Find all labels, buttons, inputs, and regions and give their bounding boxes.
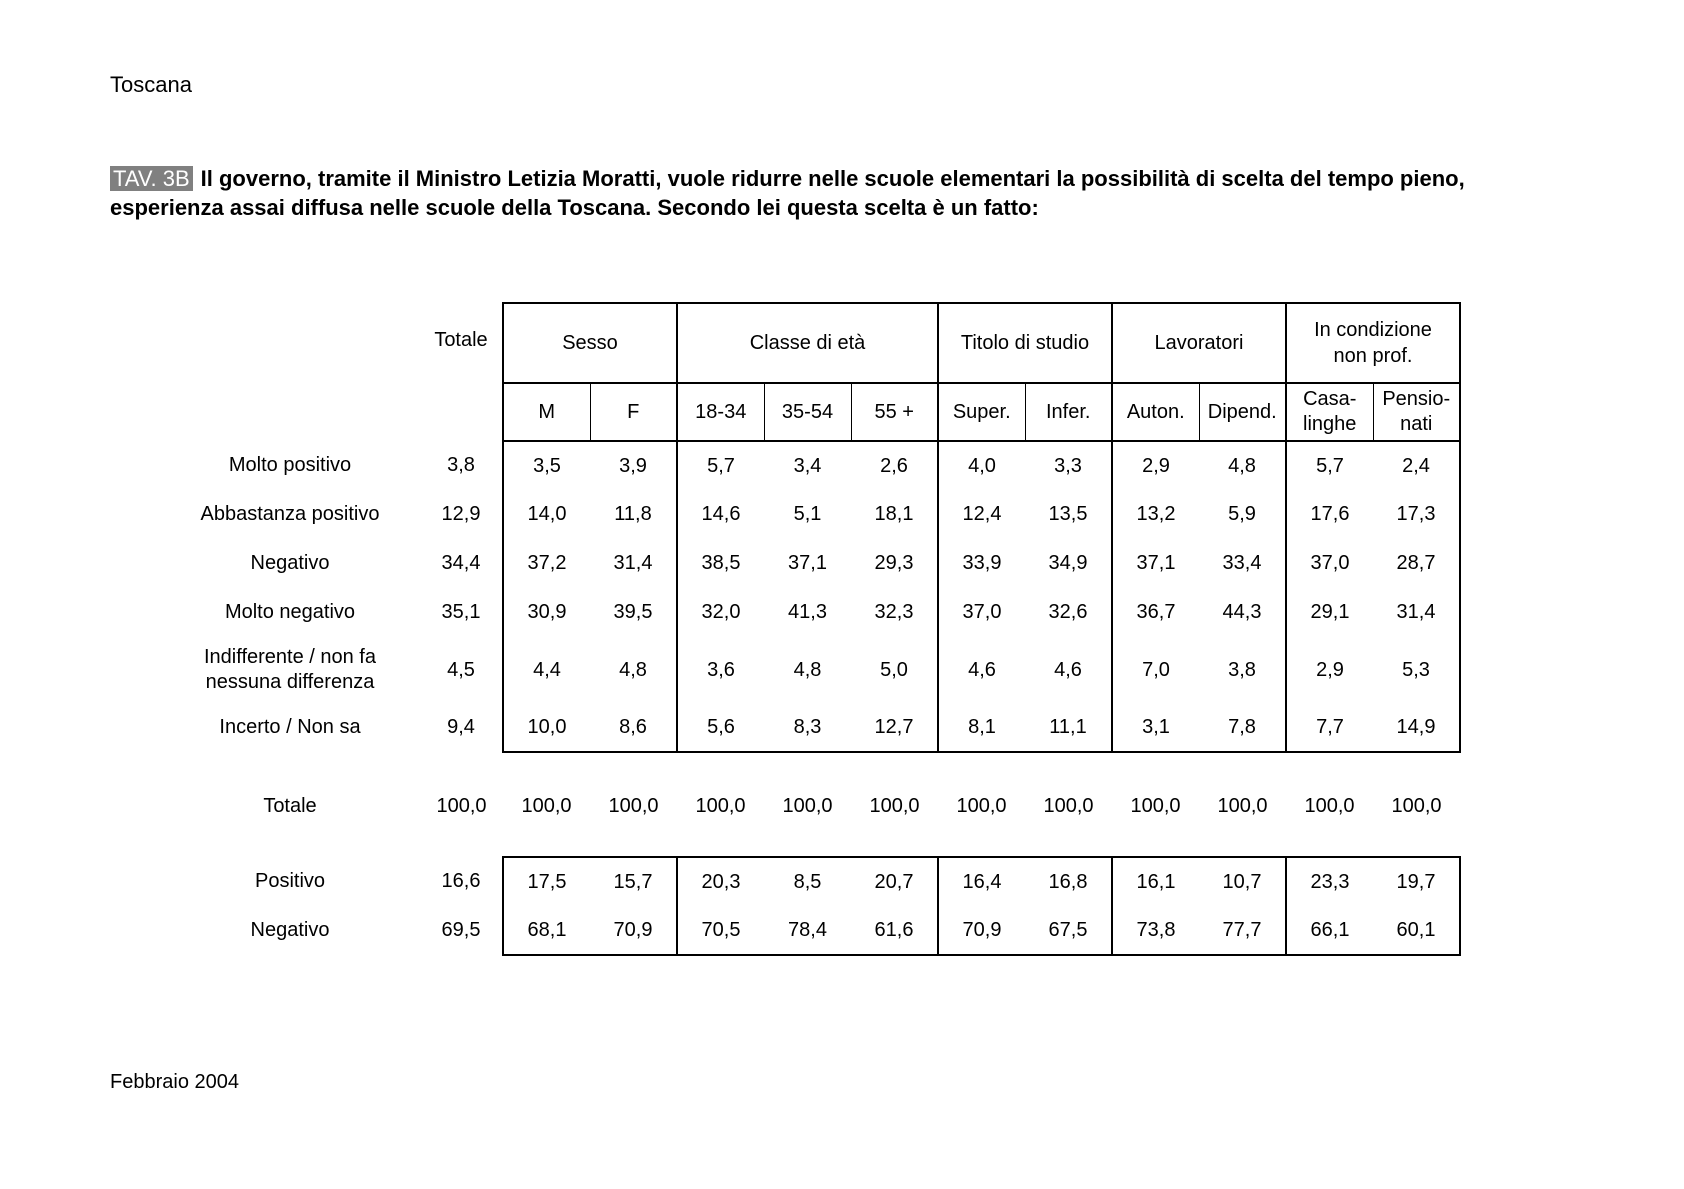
- sub-infer: Infer.: [1025, 383, 1112, 441]
- header-total: Totale: [434, 329, 488, 351]
- cell: 44,3: [1222, 601, 1262, 623]
- sub-casalinghe: [1286, 383, 1373, 441]
- cell: 18,1: [874, 503, 914, 525]
- cell: 8,5: [764, 857, 851, 906]
- cell: 3,3: [1054, 454, 1082, 477]
- cell: 100,0: [869, 794, 920, 817]
- tav-label: TAV. 3B: [110, 166, 193, 191]
- cell-total: 9,4: [447, 716, 475, 738]
- cell: 29,3: [874, 552, 914, 574]
- cell: 12,7: [851, 703, 938, 752]
- cell-total: 16,6: [441, 870, 481, 892]
- row-label: Positivo: [254, 870, 326, 892]
- cell: 8,1: [938, 703, 1025, 752]
- cell: 3,5: [503, 441, 590, 490]
- cell: 100,0: [956, 794, 1007, 817]
- sub-18-34: 18-34: [677, 383, 764, 441]
- group-lavoratori: Lavoratori: [1112, 303, 1286, 383]
- cell: 20,3: [677, 857, 764, 906]
- summary-row: [160, 906, 1460, 955]
- cell: 4,4: [503, 637, 590, 703]
- cell: 5,7: [1286, 441, 1373, 490]
- cell: 7,7: [1286, 703, 1373, 752]
- cell-total: 69,5: [441, 919, 481, 941]
- summary-row: [160, 857, 1460, 906]
- cell: 29,1: [1286, 588, 1373, 637]
- cell: 2,6: [880, 454, 908, 477]
- sub-dipend: Dipend.: [1199, 383, 1286, 441]
- cell: 32,3: [874, 601, 914, 623]
- cell: 4,6: [1054, 658, 1082, 681]
- cell: 73,8: [1112, 906, 1199, 955]
- cell: 3,1: [1112, 703, 1199, 752]
- header-row-groups: [160, 303, 1460, 383]
- group-studio: Titolo di studio: [938, 303, 1112, 383]
- cell: 16,8: [1025, 857, 1112, 906]
- corner-cell-2: [160, 383, 420, 441]
- row-label: [160, 637, 420, 703]
- cell: 5,7: [677, 441, 764, 490]
- row-label: Negativo: [250, 552, 330, 574]
- row-label: Incerto / Non sa: [219, 716, 361, 738]
- row-label: Negativo: [250, 919, 330, 941]
- group-condizione: [1286, 303, 1460, 383]
- cell: 38,5: [677, 539, 764, 588]
- cell: 37,1: [788, 552, 827, 574]
- sub-pensionati-line1: Pensio-: [1382, 388, 1451, 410]
- cell: 60,1: [1373, 906, 1460, 955]
- table-title: [110, 164, 1490, 222]
- cell: 37,1: [1112, 539, 1199, 588]
- sub-casalinghe-line2: linghe: [1303, 413, 1357, 435]
- cell: 41,3: [788, 601, 827, 623]
- cell: 32,6: [1048, 601, 1088, 623]
- cell: 37,0: [1286, 539, 1373, 588]
- cell: 16,1: [1112, 857, 1199, 906]
- cell: 5,1: [793, 503, 822, 525]
- cell: 5,9: [1228, 503, 1256, 525]
- cell: 2,9: [1112, 441, 1199, 490]
- cell: 17,6: [1286, 490, 1373, 539]
- cell: 37,2: [503, 539, 590, 588]
- corner-cell: [160, 303, 420, 383]
- cell: 7,0: [1112, 637, 1199, 703]
- header-row-subgroups: [160, 383, 1460, 441]
- sub-f: F: [590, 383, 677, 441]
- cell: 68,1: [503, 906, 590, 955]
- footer-date: Febbraio 2004: [110, 1071, 239, 1093]
- cell-total: 3,8: [447, 454, 475, 476]
- table-row: [160, 441, 1460, 490]
- cell: 3,8: [1228, 658, 1256, 681]
- cell: 61,6: [851, 906, 938, 955]
- cell: 4,8: [793, 658, 822, 681]
- cell: 23,3: [1286, 857, 1373, 906]
- cell: 77,7: [1199, 906, 1286, 955]
- cell: 13,2: [1112, 490, 1199, 539]
- sub-pensionati: [1373, 383, 1460, 441]
- row-label-line1: Indifferente / non fa: [204, 646, 376, 668]
- results-table: [160, 302, 1461, 956]
- row-label-line2: nessuna differenza: [205, 671, 375, 693]
- total-row: [160, 781, 1460, 831]
- spacer-row: [160, 831, 1460, 857]
- cell: 2,4: [1373, 441, 1460, 490]
- cell: 4,8: [619, 658, 647, 681]
- sub-m: M: [503, 383, 590, 441]
- cell: 31,4: [1373, 588, 1460, 637]
- cell: 2,9: [1286, 637, 1373, 703]
- group-sesso: Sesso: [503, 303, 677, 383]
- cell: 17,3: [1373, 490, 1460, 539]
- cell: 100,0: [782, 794, 833, 817]
- cell-total: 4,5: [447, 658, 475, 681]
- cell: 8,6: [590, 703, 677, 752]
- cell: 14,0: [503, 490, 590, 539]
- row-label: Molto positivo: [228, 454, 352, 476]
- cell: 28,7: [1373, 539, 1460, 588]
- table-row: [160, 539, 1460, 588]
- cell-total: 12,9: [441, 503, 481, 525]
- cell: 78,4: [764, 906, 851, 955]
- cell: 3,9: [619, 454, 647, 477]
- sub-super: Super.: [938, 383, 1025, 441]
- region-label: Toscana: [110, 72, 192, 97]
- cell: 5,3: [1373, 637, 1460, 703]
- group-condizione-line1: In condizione: [1314, 319, 1432, 341]
- sub-35-54: 35-54: [764, 383, 851, 441]
- cell: 10,0: [503, 703, 590, 752]
- table-row: [160, 637, 1460, 703]
- question-text: Il governo, tramite il Ministro Letizia Moratti, vuole ridurre nelle scuole elementari la possibilità di scelta del tempo pieno, esperienza assai diffusa nelle scuole della Toscana. Secondo lei questa scelta è un fatto:: [110, 166, 1465, 220]
- sub-pensionati-line2: nati: [1400, 413, 1433, 435]
- cell: 4,0: [938, 441, 1025, 490]
- cell: 5,6: [677, 703, 764, 752]
- cell: 67,5: [1025, 906, 1112, 955]
- cell: 100,0: [521, 794, 572, 817]
- cell: 19,7: [1373, 857, 1460, 906]
- cell: 39,5: [613, 601, 653, 623]
- cell: 13,5: [1048, 503, 1088, 525]
- cell: 14,9: [1373, 703, 1460, 752]
- cell: 100,0: [1217, 794, 1268, 817]
- sub-casalinghe-line1: Casa-: [1303, 388, 1357, 410]
- cell: 15,7: [590, 857, 677, 906]
- row-label: Totale: [263, 794, 317, 817]
- cell: 32,0: [677, 588, 764, 637]
- table-row: [160, 490, 1460, 539]
- cell: 100,0: [1130, 794, 1181, 817]
- cell: 100,0: [695, 794, 746, 817]
- row-label: Abbastanza positivo: [200, 503, 380, 525]
- cell: 4,8: [1228, 454, 1256, 477]
- cell-total: 34,4: [441, 552, 481, 574]
- cell-total: 35,1: [441, 601, 481, 623]
- cell: 3,6: [677, 637, 764, 703]
- cell: 70,9: [938, 906, 1025, 955]
- cell: 31,4: [613, 552, 653, 574]
- cell: 36,7: [1112, 588, 1199, 637]
- cell: 14,6: [677, 490, 764, 539]
- table-row: [160, 588, 1460, 637]
- cell: 37,0: [938, 588, 1025, 637]
- cell: 12,4: [938, 490, 1025, 539]
- cell: 100,0: [1391, 794, 1442, 817]
- cell-total: 100,0: [436, 794, 487, 817]
- cell: 17,5: [503, 857, 590, 906]
- cell: 11,1: [1025, 703, 1112, 752]
- spacer-row: [160, 752, 1460, 781]
- cell: 70,5: [677, 906, 764, 955]
- table-row: [160, 703, 1460, 752]
- cell: 3,4: [793, 454, 822, 477]
- cell: 20,7: [851, 857, 938, 906]
- cell: 7,8: [1199, 703, 1286, 752]
- cell: 100,0: [1043, 794, 1094, 817]
- group-eta: Classe di età: [677, 303, 938, 383]
- cell: 30,9: [503, 588, 590, 637]
- cell: 34,9: [1048, 552, 1088, 574]
- cell: 4,6: [938, 637, 1025, 703]
- sub-auton: Auton.: [1112, 383, 1199, 441]
- cell: 11,8: [614, 503, 652, 525]
- cell: 100,0: [608, 794, 659, 817]
- cell: 100,0: [1304, 794, 1355, 817]
- cell: 16,4: [938, 857, 1025, 906]
- cell: 10,7: [1199, 857, 1286, 906]
- group-condizione-line2: non prof.: [1333, 345, 1413, 367]
- sub-55: 55 +: [851, 383, 938, 441]
- cell: 66,1: [1286, 906, 1373, 955]
- cell: 33,4: [1222, 552, 1262, 574]
- cell: 8,3: [764, 703, 851, 752]
- cell: 5,0: [880, 658, 908, 681]
- row-label: Molto negativo: [224, 601, 356, 623]
- cell: 70,9: [590, 906, 677, 955]
- cell: 33,9: [938, 539, 1025, 588]
